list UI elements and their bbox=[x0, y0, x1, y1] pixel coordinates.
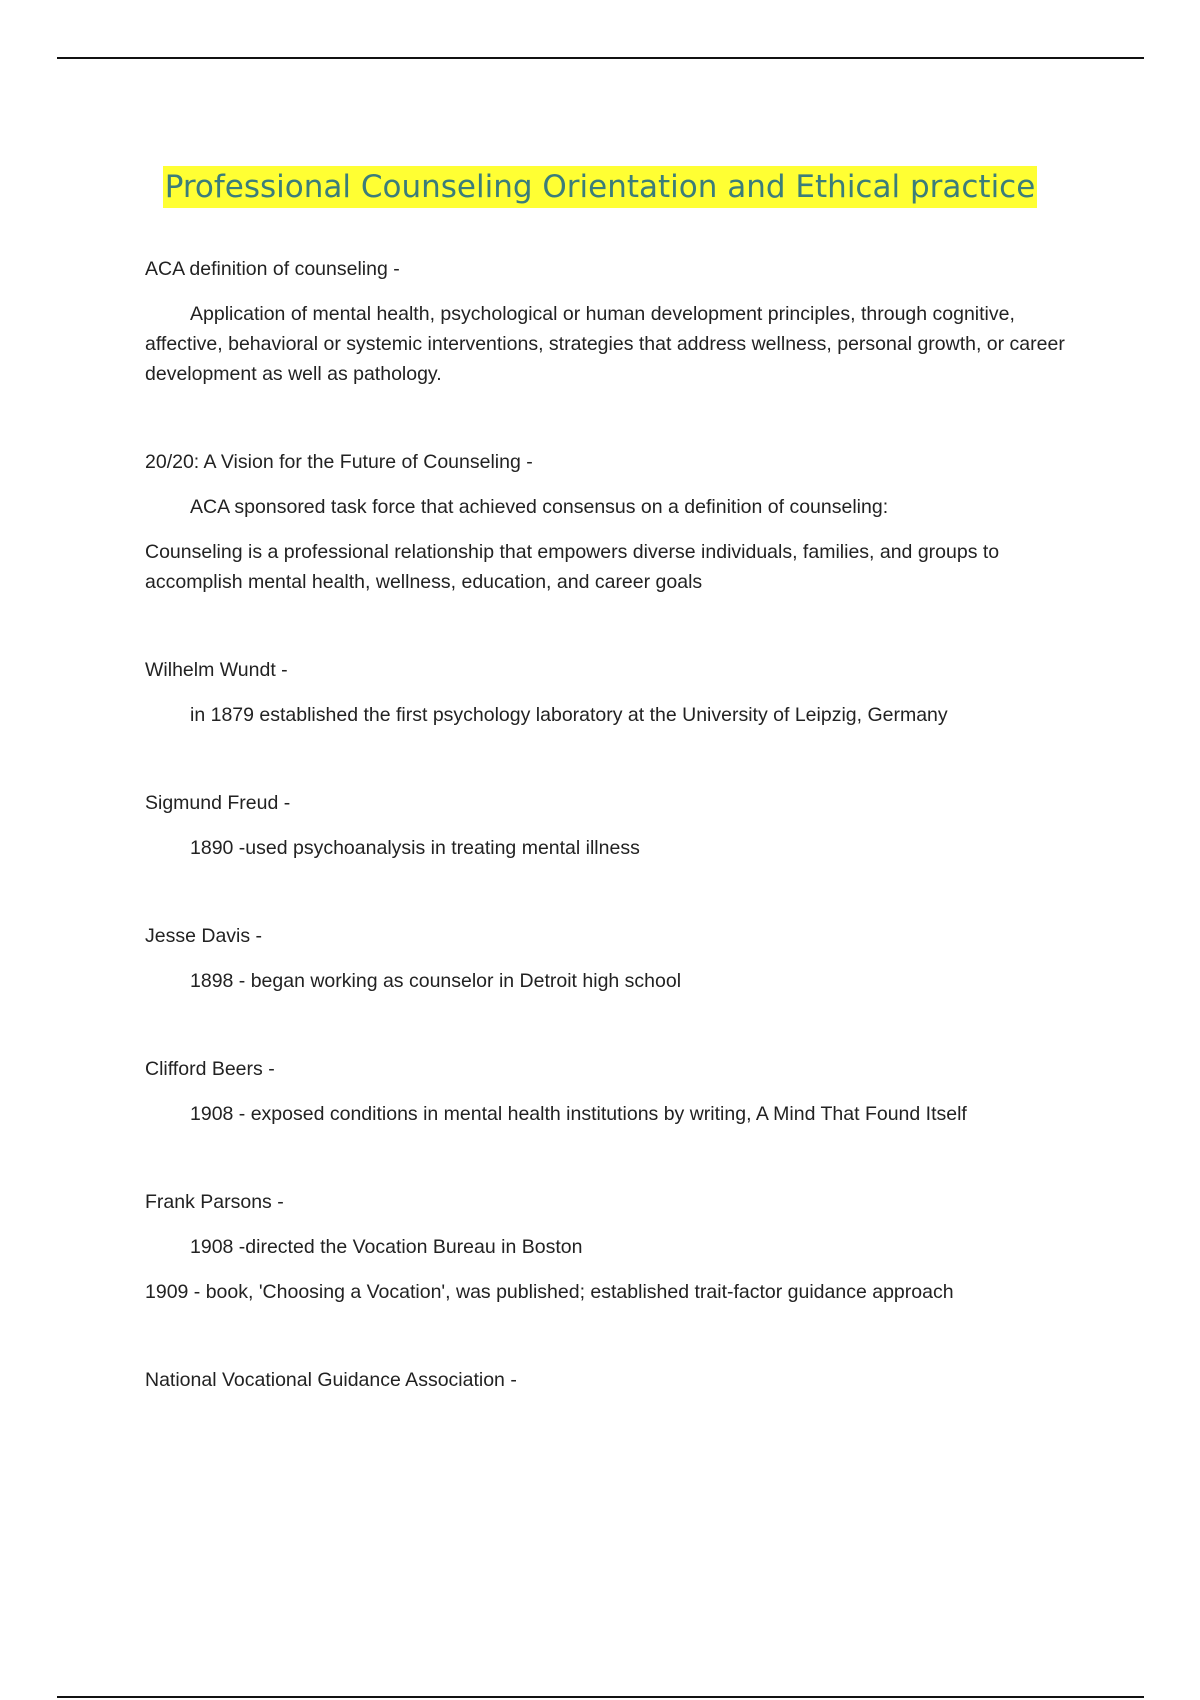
entry-term: Sigmund Freud - bbox=[145, 792, 291, 814]
entry-term: Jesse Davis - bbox=[145, 925, 263, 947]
document-title: Professional Counseling Orientation and Ethical practice bbox=[163, 166, 1038, 208]
entry-definition: 1898 - began working as counselor in Detroit high school bbox=[190, 970, 682, 992]
entry-term: 20/20: A Vision for the Future of Counseling - bbox=[145, 451, 533, 473]
footer-rule bbox=[57, 1696, 1144, 1698]
entry-definition: Application of mental health, psychological or human development principles, through cognitive, affective, behavioral or systemic interventions, strategies that address wellness, personal growth, or career development as well as pathology. bbox=[145, 303, 1065, 385]
header-rule bbox=[57, 57, 1144, 59]
entry-definition: in 1879 established the first psychology laboratory at the University of Leipzig, Germany bbox=[190, 704, 948, 726]
entry-term: Clifford Beers - bbox=[145, 1058, 275, 1080]
entry-term: Frank Parsons - bbox=[145, 1191, 284, 1213]
entry-definition: 1908 -directed the Vocation Bureau in Boston bbox=[190, 1236, 583, 1258]
title-container bbox=[0, 166, 1200, 208]
entry-term: ACA definition of counseling - bbox=[145, 258, 400, 280]
entry-definition: 1890 -used psychoanalysis in treating mental illness bbox=[190, 837, 640, 859]
entry-term: National Vocational Guidance Association - bbox=[145, 1369, 517, 1391]
entry-definition: Counseling is a professional relationship that empowers diverse individuals, families, and groups to accomplish mental health, wellness, education, and career goals bbox=[145, 541, 1000, 593]
entry-definition: ACA sponsored task force that achieved consensus on a definition of counseling: bbox=[190, 496, 889, 518]
entry-term: Wilhelm Wundt - bbox=[145, 659, 288, 681]
document-body bbox=[145, 254, 1075, 1395]
entry-definition: 1909 - book, 'Choosing a Vocation', was published; established trait-factor guidance approach bbox=[145, 1281, 954, 1303]
entry-definition: 1908 - exposed conditions in mental health institutions by writing, A Mind That Found Itself bbox=[190, 1103, 967, 1125]
